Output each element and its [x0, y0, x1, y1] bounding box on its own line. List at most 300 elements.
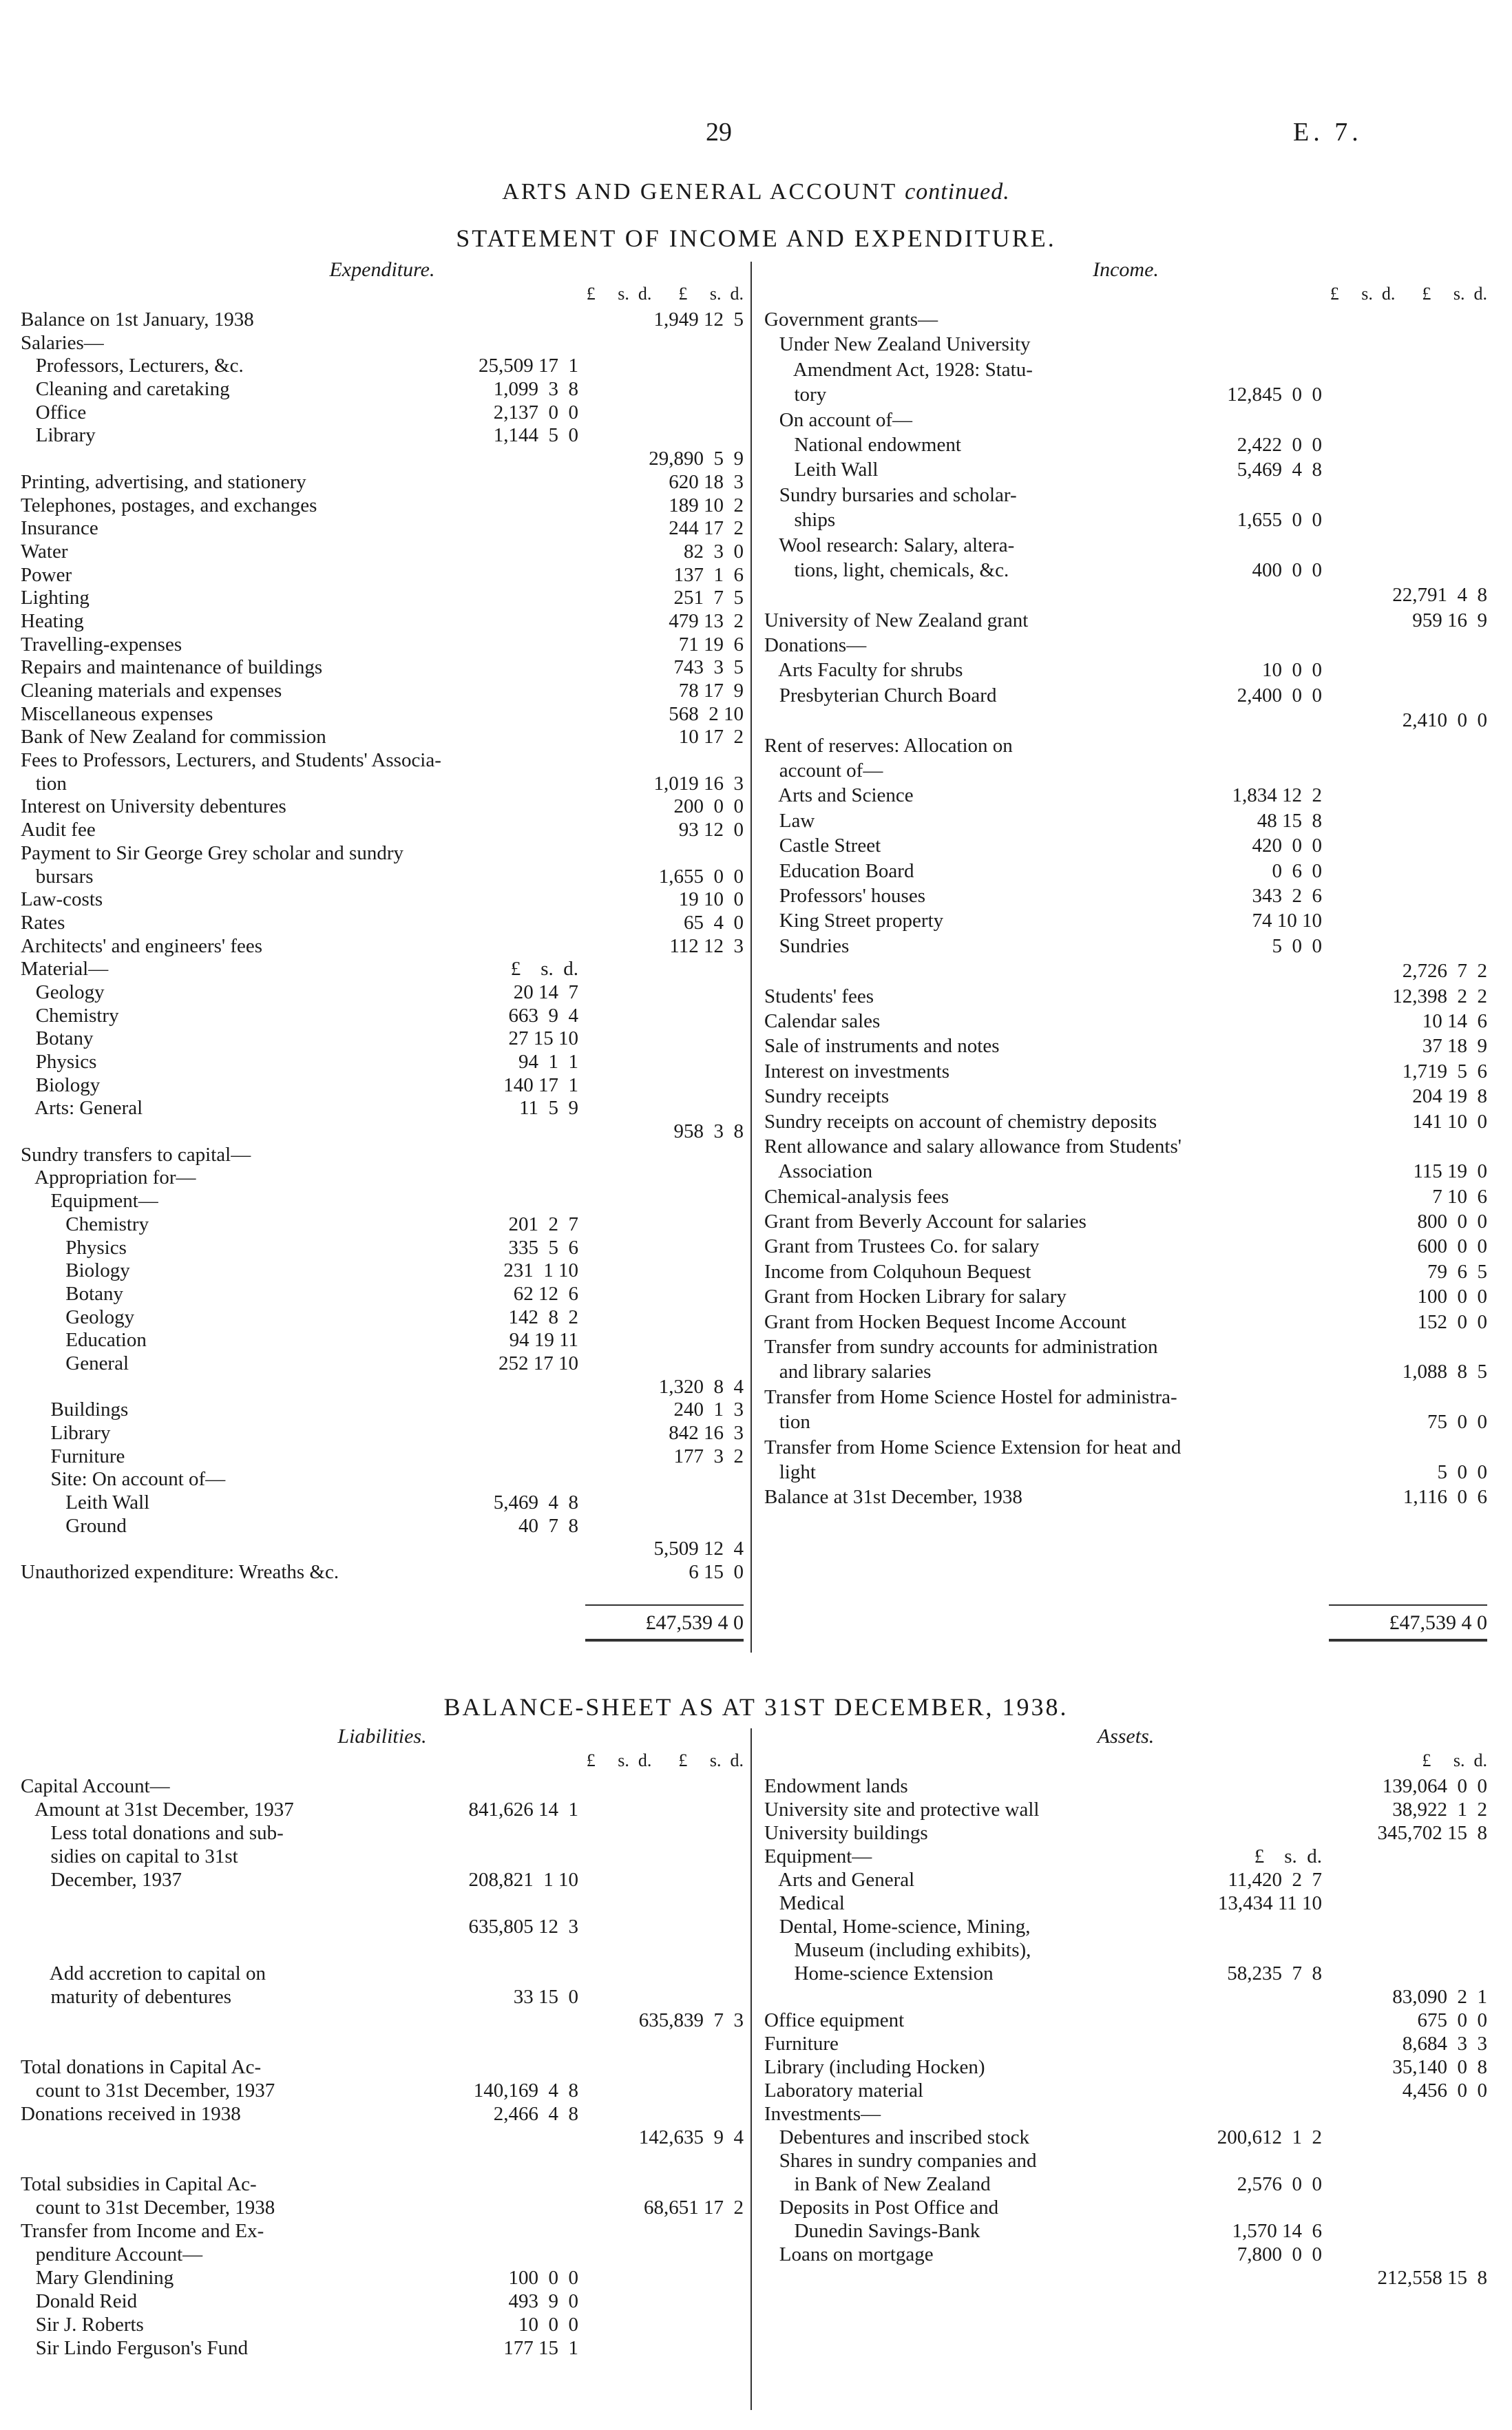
- income-list: [764, 308, 1487, 1511]
- expenditure-row-amount-inner: 94 1 1: [518, 1051, 578, 1073]
- income-row: [764, 1311, 1487, 1336]
- liabilities-row: [21, 2173, 744, 2197]
- expenditure-row-label: Botany: [21, 1282, 124, 1305]
- income-row: [764, 1461, 1487, 1486]
- expenditure-row-amount-inner: 335 5 6: [508, 1236, 578, 1259]
- income-row-amount-inner: 12,845 0 0: [1227, 384, 1322, 406]
- expenditure-row-label: Audit fee: [21, 819, 96, 841]
- income-row-label: ships: [764, 509, 836, 532]
- expenditure-row-amount-inner: 140 17 1: [503, 1073, 578, 1096]
- expenditure-row: [21, 308, 744, 332]
- income-row-label: Under New Zealand University: [764, 333, 1031, 356]
- assets-row-label: Shares in sundry companies and: [764, 2150, 1037, 2172]
- expenditure-row-amount-outer: 93 12 0: [678, 819, 744, 841]
- page-reference: E. 7.: [1293, 118, 1363, 147]
- assets-row: [764, 2033, 1487, 2056]
- income-row-amount-inner: 400 0 0: [1252, 558, 1322, 581]
- assets-row: [764, 1775, 1487, 1799]
- expenditure-row-label: Material—: [21, 958, 109, 981]
- assets-row-label: Medical: [764, 1892, 845, 1914]
- expenditure-row: [21, 1051, 744, 1074]
- income-row-label: National endowment: [764, 433, 961, 456]
- expenditure-row-amount-inner: 252 17 10: [498, 1352, 578, 1374]
- expenditure-row: [21, 587, 744, 610]
- income-row-label: Association: [764, 1160, 873, 1183]
- assets-row: [764, 2197, 1487, 2220]
- assets-row-amount-outer: 4,456 0 0: [1402, 2080, 1487, 2102]
- expenditure-row-label: Leith Wall: [21, 1491, 150, 1514]
- income-row-label: On account of—: [764, 408, 913, 431]
- expenditure-units: £ s. d. £ s. d.: [586, 284, 744, 304]
- expenditure-row-label: Salaries—: [21, 331, 104, 354]
- expenditure-row-amount-outer: 240 1 3: [673, 1399, 744, 1421]
- expenditure-row-amount-inner: 2,137 0 0: [493, 401, 578, 423]
- income-row-amount-outer: 800 0 0: [1417, 1211, 1487, 1233]
- liabilities-row: [21, 2243, 744, 2267]
- liabilities-row: [21, 1775, 744, 1799]
- income-row: [764, 1261, 1487, 1286]
- liabilities-row: [21, 2103, 744, 2126]
- expenditure-row-label: bursars: [21, 865, 94, 888]
- expenditure-row-label: Unauthorized expenditure: Wreaths &c.: [21, 1561, 339, 1584]
- expenditure-row: [21, 1213, 744, 1237]
- expenditure-row-amount-outer: 177 3 2: [673, 1445, 744, 1467]
- assets-row: [764, 1892, 1487, 1916]
- assets-row: [764, 1939, 1487, 1962]
- expenditure-row: [21, 1468, 744, 1491]
- liabilities-row: [21, 1962, 744, 1986]
- income-row-label: Donations—: [764, 634, 867, 657]
- income-row: [764, 1286, 1487, 1310]
- assets-row-label: Home-science Extension: [764, 1962, 994, 1984]
- expenditure-row-label: Repairs and maintenance of buildings: [21, 656, 323, 679]
- expenditure-row-amount-inner: 11 5 9: [519, 1097, 578, 1120]
- liabilities-row-label: count to 31st December, 1938: [21, 2197, 275, 2219]
- liabilities-row-label: Sir Lindo Ferguson's Fund: [21, 2337, 249, 2359]
- expenditure-row-label: Balance on 1st January, 1938: [21, 308, 254, 331]
- expenditure-row: [21, 517, 744, 541]
- income-row: [764, 1411, 1487, 1436]
- assets-row-amount-outer: 212,558 15 8: [1377, 2267, 1487, 2289]
- assets-row-amount-inner: 11,420 2 7: [1228, 1869, 1322, 1891]
- liabilities-units: £ s. d. £ s. d.: [586, 1750, 744, 1770]
- liabilities-row-amount-inner: 841,626 14 1: [468, 1799, 578, 1821]
- income-row-amount-inner: 2,422 0 0: [1237, 433, 1322, 456]
- income-row: [764, 885, 1487, 910]
- income-row-amount-outer: 115 19 0: [1413, 1160, 1487, 1183]
- expenditure-total-double-rule: [585, 1639, 744, 1642]
- liabilities-row: [21, 1869, 744, 1892]
- income-row-label: tory: [764, 384, 827, 406]
- income-row: [764, 459, 1487, 483]
- expenditure-row-label: Appropriation for—: [21, 1166, 196, 1189]
- expenditure-row: [21, 866, 744, 889]
- income-row: [764, 484, 1487, 509]
- expenditure-row-label: Rates: [21, 911, 65, 934]
- page-number: 29: [706, 118, 732, 147]
- assets-heading: Assets.: [1097, 1725, 1155, 1748]
- assets-row-label: Debentures and inscribed stock: [764, 2126, 1029, 2148]
- liabilities-row-label: sidies on capital to 31st: [21, 1845, 238, 1867]
- assets-row-label: Dunedin Savings-Bank: [764, 2220, 980, 2242]
- expenditure-row-label: Education: [21, 1329, 147, 1352]
- assets-row-label: Museum (including exhibits),: [764, 1939, 1031, 1961]
- income-row-label: and library salaries: [764, 1361, 932, 1383]
- expenditure-row-amount-outer: 10 17 2: [678, 726, 744, 748]
- income-row: [764, 1035, 1487, 1060]
- expenditure-heading: Expenditure.: [329, 258, 435, 281]
- income-row-amount-outer: 1,116 0 6: [1403, 1486, 1487, 1509]
- liabilities-row-label: count to 31st December, 1937: [21, 2080, 275, 2102]
- expenditure-row-label: Geology: [21, 981, 105, 1003]
- income-row: [764, 935, 1487, 960]
- income-row-amount-inner: 0 6 0: [1272, 859, 1322, 882]
- liabilities-row-amount-inner: 33 15 0: [513, 1986, 578, 2008]
- income-row: [764, 860, 1487, 885]
- income-row-amount-inner: 5,469 4 8: [1237, 459, 1322, 481]
- expenditure-row-label: Arts: General: [21, 1097, 143, 1120]
- assets-row-amount-inner: 13,434 11 10: [1217, 1892, 1322, 1914]
- assets-row: [764, 1986, 1487, 2009]
- income-row-label: Wool research: Salary, altera-: [764, 534, 1015, 556]
- liabilities-row-label: Donations received in 1938: [21, 2103, 241, 2125]
- expenditure-row-amount-inner: 142 8 2: [508, 1306, 578, 1328]
- expenditure-row: [21, 494, 744, 518]
- expenditure-row-label: Power: [21, 563, 72, 586]
- liabilities-row-amount-outer: 142,635 9 4: [638, 2126, 744, 2148]
- expenditure-row: [21, 1259, 744, 1283]
- liabilities-row-label: Add accretion to capital on: [21, 1962, 266, 1984]
- income-row-label: University of New Zealand grant: [764, 609, 1029, 631]
- liabilities-row-label: penditure Account—: [21, 2243, 203, 2265]
- assets-row: [764, 1799, 1487, 1822]
- income-row-label: Amendment Act, 1928: Statu-: [764, 358, 1033, 381]
- expenditure-row: [21, 680, 744, 703]
- income-row-amount-outer: 79 6 5: [1427, 1260, 1487, 1283]
- income-row: [764, 359, 1487, 384]
- income-row-label: Chemical-analysis fees: [764, 1185, 949, 1208]
- assets-row: [764, 2009, 1487, 2033]
- income-row-amount-outer: 600 0 0: [1417, 1235, 1487, 1258]
- income-row-label: Transfer from sundry accounts for administration: [764, 1336, 1158, 1359]
- income-row: [764, 709, 1487, 734]
- income-row-amount-inner: 5 0 0: [1272, 934, 1322, 957]
- center-divider-bottom: [750, 1728, 752, 2410]
- income-row-amount-inner: 420 0 0: [1252, 835, 1322, 857]
- expenditure-row: [21, 541, 744, 564]
- income-row-amount-inner: 343 2 6: [1252, 884, 1322, 907]
- expenditure-row-amount-outer: 6 15 0: [689, 1561, 744, 1584]
- assets-row: [764, 2126, 1487, 2150]
- expenditure-row-label: Chemistry: [21, 1004, 119, 1027]
- liabilities-row: [21, 2080, 744, 2103]
- assets-row-label: Library (including Hocken): [764, 2056, 985, 2078]
- expenditure-row-label: Cleaning materials and expenses: [21, 680, 282, 702]
- expenditure-row-label: Library: [21, 1422, 111, 1444]
- income-row-amount-inner: 48 15 8: [1257, 809, 1322, 832]
- assets-row-amount-outer: 345,702 15 8: [1377, 1822, 1487, 1844]
- expenditure-row-label: Furniture: [21, 1445, 125, 1467]
- liabilities-row-label: Amount at 31st December, 1937: [21, 1799, 294, 1821]
- expenditure-row-amount-outer: 137 1 6: [673, 563, 744, 586]
- expenditure-row-amount-inner: 663 9 4: [508, 1004, 578, 1027]
- liabilities-list: [21, 1775, 744, 2360]
- expenditure-row: [21, 1399, 744, 1422]
- liabilities-row-label: Donald Reid: [21, 2290, 138, 2312]
- expenditure-row-label: Travelling-expenses: [21, 633, 182, 656]
- expenditure-row: [21, 1005, 744, 1028]
- income-row: [764, 1135, 1487, 1160]
- income-row-label: Sundries: [764, 934, 850, 957]
- liabilities-row-label: Total subsidies in Capital Ac-: [21, 2173, 257, 2195]
- income-row-label: Sundry bursaries and scholar-: [764, 483, 1017, 506]
- liabilities-row-amount-inner: 10 0 0: [518, 2314, 578, 2336]
- expenditure-row: [21, 1144, 744, 1167]
- income-row-label: Leith Wall: [764, 459, 879, 481]
- income-row: [764, 409, 1487, 434]
- income-row: [764, 810, 1487, 835]
- expenditure-row: [21, 912, 744, 935]
- balance-sheet-title: BALANCE-SHEET AS AT 31ST DECEMBER, 1938.: [443, 1693, 1069, 1721]
- liabilities-row: [21, 1986, 744, 2009]
- income-row: [764, 559, 1487, 584]
- assets-row: [764, 1822, 1487, 1845]
- income-row: [764, 684, 1487, 709]
- expenditure-row-amount-inner: 94 19 11: [509, 1329, 578, 1352]
- expenditure-row-amount-inner: 1,144 5 0: [493, 424, 578, 447]
- expenditure-row-label: Biology: [21, 1073, 101, 1096]
- income-row: [764, 509, 1487, 534]
- income-row-amount-outer: 10 14 6: [1422, 1009, 1487, 1032]
- liabilities-row: [21, 2314, 744, 2337]
- expenditure-row: [21, 958, 744, 981]
- center-divider-top: [750, 262, 752, 1653]
- expenditure-row-label: Biology: [21, 1259, 130, 1282]
- expenditure-row-label: Lighting: [21, 587, 90, 609]
- income-row-label: Sundry receipts: [764, 1085, 890, 1108]
- income-row-label: Grant from Beverly Account for salaries: [764, 1211, 1086, 1233]
- liabilities-row-amount-inner: 100 0 0: [508, 2267, 578, 2289]
- liabilities-row-label: Mary Glendining: [21, 2267, 174, 2289]
- expenditure-row-label: General: [21, 1352, 129, 1374]
- assets-row: [764, 2267, 1487, 2290]
- assets-row-label: Investments—: [764, 2103, 881, 2125]
- expenditure-row: [21, 378, 744, 401]
- assets-row-amount-inner: 58,235 7 8: [1227, 1962, 1322, 1984]
- income-row-amount-outer: 1,719 5 6: [1402, 1060, 1487, 1082]
- expenditure-row-label: Miscellaneous expenses: [21, 702, 213, 725]
- expenditure-row: [21, 726, 744, 749]
- expenditure-row-label: Geology: [21, 1306, 135, 1328]
- expenditure-row: [21, 633, 744, 657]
- expenditure-row-label: Professors, Lecturers, &c.: [21, 355, 244, 377]
- assets-row-label: Arts and General: [764, 1869, 915, 1891]
- expenditure-row: [21, 610, 744, 633]
- liabilities-row-label: Total donations in Capital Ac-: [21, 2056, 262, 2078]
- income-total-rule: [1329, 1604, 1487, 1606]
- liabilities-row: [21, 2126, 744, 2150]
- expenditure-row: [21, 935, 744, 959]
- expenditure-row-label: Physics: [21, 1051, 97, 1073]
- income-row: [764, 784, 1487, 809]
- income-row: [764, 1160, 1487, 1185]
- assets-row: [764, 2080, 1487, 2103]
- expenditure-row: [21, 1074, 744, 1098]
- assets-row: [764, 1962, 1487, 1986]
- expenditure-row-amount-outer: 1,320 8 4: [658, 1375, 744, 1398]
- expenditure-list: [21, 308, 744, 1584]
- income-row-amount-outer: 22,791 4 8: [1392, 584, 1487, 607]
- income-row-amount-inner: 2,400 0 0: [1237, 684, 1322, 706]
- expenditure-row-amount-inner: 25,509 17 1: [479, 355, 578, 377]
- assets-row-amount-inner: 7,800 0 0: [1237, 2243, 1322, 2265]
- expenditure-row-label: Equipment—: [21, 1190, 158, 1213]
- income-row-amount-outer: 12,398 2 2: [1392, 985, 1487, 1007]
- income-row: [764, 308, 1487, 333]
- expenditure-row-amount-outer: 620 18 3: [669, 470, 744, 493]
- income-row-label: Calendar sales: [764, 1009, 881, 1032]
- income-row-label: Transfer from Home Science Extension for heat and: [764, 1436, 1182, 1458]
- liabilities-row: [21, 2290, 744, 2314]
- expenditure-total: £47,539 4 0: [645, 1611, 744, 1634]
- income-row-label: Education Board: [764, 859, 914, 882]
- expenditure-row-amount-inner: 20 14 7: [513, 981, 578, 1003]
- liabilities-row-label: maturity of debentures: [21, 1986, 232, 2008]
- expenditure-row-label: Water: [21, 540, 68, 563]
- income-row-amount-inner: 10 0 0: [1262, 659, 1322, 682]
- income-row-label: Arts and Science: [764, 784, 914, 807]
- expenditure-row-amount-inner: 5,469 4 8: [493, 1491, 578, 1514]
- assets-row: [764, 1869, 1487, 1892]
- liabilities-row: [21, 1892, 744, 1916]
- assets-row-label: in Bank of New Zealand: [764, 2173, 991, 2195]
- expenditure-row-label: Telephones, postages, and exchanges: [21, 494, 317, 516]
- assets-row-label: Laboratory material: [764, 2080, 924, 2102]
- liabilities-row-amount-outer: 635,839 7 3: [638, 2009, 744, 2031]
- assets-row: [764, 2243, 1487, 2267]
- expenditure-row: [21, 1538, 744, 1561]
- income-row: [764, 384, 1487, 408]
- income-row-label: Arts Faculty for shrubs: [764, 659, 963, 682]
- expenditure-row-amount-outer: 1,655 0 0: [658, 865, 744, 888]
- income-heading: Income.: [1093, 258, 1159, 281]
- expenditure-row-amount-outer: 568 2 10: [669, 702, 744, 725]
- expenditure-row-amount-outer: 842 16 3: [669, 1422, 744, 1444]
- expenditure-row: [21, 1561, 744, 1584]
- assets-row-amount-inner: £ s. d.: [1254, 1845, 1322, 1867]
- assets-row: [764, 2220, 1487, 2243]
- income-row: [764, 835, 1487, 859]
- income-row-amount-outer: 5 0 0: [1437, 1460, 1487, 1483]
- assets-row-label: Dental, Home-science, Mining,: [764, 1916, 1031, 1938]
- assets-row-label: Furniture: [764, 2033, 839, 2055]
- income-row: [764, 1486, 1487, 1511]
- assets-row-label: University buildings: [764, 1822, 928, 1844]
- liabilities-row-amount-outer: 68,651 17 2: [644, 2197, 744, 2219]
- expenditure-row-amount-outer: 19 10 0: [678, 888, 744, 911]
- income-row: [764, 1436, 1487, 1461]
- income-row-label: Income from Colquhoun Bequest: [764, 1260, 1031, 1283]
- income-row-label: Castle Street: [764, 835, 881, 857]
- liabilities-row-amount-inner: 635,805 12 3: [468, 1916, 578, 1938]
- expenditure-row-amount-inner: 40 7 8: [518, 1514, 578, 1537]
- expenditure-row-label: Bank of New Zealand for commission: [21, 726, 326, 748]
- liabilities-row: [21, 2009, 744, 2033]
- expenditure-row: [21, 1166, 744, 1190]
- assets-row-amount-outer: 83,090 2 1: [1392, 1986, 1487, 2008]
- liabilities-row-label: Less total donations and sub-: [21, 1822, 284, 1844]
- income-row: [764, 584, 1487, 609]
- expenditure-row: [21, 1306, 744, 1330]
- expenditure-row-label: Chemistry: [21, 1213, 149, 1235]
- expenditure-row-amount-inner: 231 1 10: [503, 1259, 578, 1282]
- expenditure-row: [21, 1283, 744, 1306]
- income-row: [764, 1085, 1487, 1110]
- expenditure-row: [21, 981, 744, 1005]
- expenditure-row-amount-inner: 62 12 6: [513, 1282, 578, 1305]
- liabilities-row: [21, 2056, 744, 2080]
- assets-row-amount-outer: 38,922 1 2: [1392, 1799, 1487, 1821]
- assets-row: [764, 2056, 1487, 2080]
- income-row-amount-outer: 141 10 0: [1412, 1110, 1487, 1133]
- expenditure-row: [21, 1422, 744, 1445]
- assets-row-label: Endowment lands: [764, 1775, 908, 1797]
- income-row: [764, 659, 1487, 684]
- expenditure-row: [21, 773, 744, 796]
- liabilities-row: [21, 2267, 744, 2290]
- income-row-label: Rent allowance and salary allowance from Students': [764, 1135, 1182, 1158]
- assets-row-amount-outer: 675 0 0: [1417, 2009, 1487, 2031]
- liabilities-row-label: December, 1937: [21, 1869, 182, 1891]
- expenditure-row-label: Office: [21, 401, 87, 423]
- income-row: [764, 609, 1487, 634]
- expenditure-row: [21, 355, 744, 378]
- liabilities-row-amount-inner: 208,821 1 10: [468, 1869, 578, 1891]
- income-row-label: King Street property: [764, 910, 944, 932]
- liabilities-heading: Liabilities.: [337, 1725, 427, 1748]
- expenditure-row: [21, 703, 744, 726]
- liabilities-row: [21, 1799, 744, 1822]
- expenditure-row-label: Interest on University debentures: [21, 795, 286, 818]
- liabilities-row-label: Capital Account—: [21, 1775, 170, 1797]
- expenditure-row-amount-outer: 5,509 12 4: [653, 1538, 744, 1560]
- expenditure-row: [21, 564, 744, 587]
- income-row-label: Grant from Hocken Library for salary: [764, 1286, 1067, 1308]
- expenditure-row-label: Printing, advertising, and stationery: [21, 470, 306, 493]
- income-row-label: account of—: [764, 760, 883, 782]
- assets-row: [764, 2173, 1487, 2197]
- expenditure-row-amount-outer: 958 3 8: [673, 1120, 744, 1143]
- income-row-label: Sale of instruments and notes: [764, 1035, 1000, 1058]
- liabilities-row: [21, 1822, 744, 1845]
- income-row-label: Students' fees: [764, 985, 874, 1007]
- expenditure-row-amount-outer: 479 13 2: [669, 609, 744, 632]
- expenditure-row-amount-outer: 78 17 9: [678, 680, 744, 702]
- statement-subtitle: STATEMENT OF INCOME AND EXPENDITURE.: [456, 224, 1056, 252]
- expenditure-row-label: Botany: [21, 1027, 94, 1050]
- income-row-label: Law: [764, 809, 815, 832]
- liabilities-row-label: Transfer from Income and Ex-: [21, 2220, 264, 2242]
- expenditure-row-amount-inner: 27 15 10: [508, 1027, 578, 1050]
- income-row-label: Grant from Trustees Co. for salary: [764, 1235, 1040, 1258]
- expenditure-row: [21, 424, 744, 448]
- expenditure-row: [21, 842, 744, 866]
- expenditure-row-amount-outer: 244 17 2: [669, 517, 744, 540]
- assets-row: [764, 2150, 1487, 2173]
- liabilities-row-amount-inner: 140,169 4 8: [473, 2080, 578, 2102]
- income-row-amount-outer: 1,088 8 5: [1402, 1361, 1487, 1383]
- expenditure-row-label: Cleaning and caretaking: [21, 378, 230, 401]
